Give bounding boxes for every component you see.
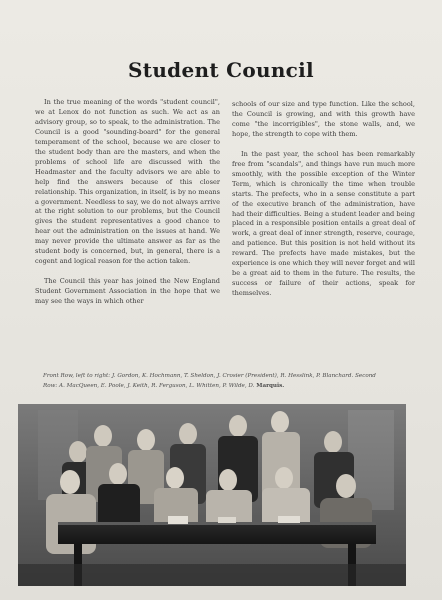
paragraph: In the past year, the school has been remarkably free from "scandals", and things have run much more smoothly, with the possible exception of the Winter Term, which is chronically the time when trouble starts. The prefects, who in a sense constitute a part of the executive branch of the administration, have had their difficulties. Being a student leader and being placed in a responsible position entails a great deal of work, a great deal of inner strength, reserve, courage, and patience. But this position is not held without its reward. The prefects have made mistakes, but the experience is one which they will never forget and will be a great aid to them in the future. The results, the success or failure of their actions, speak for themselves. xyxy=(232,149,415,298)
paragraph: In the true meaning of the words "student council", we at Lenox do not function as such. We act as an advisory group, so to speak, to the administration. The Council is a good "sounding-board" for the general temperament of the school, because we are closer to the student body than are the masters, and when the problems of school life are discussed with the Headmaster and the faculty advisors we are able to help find the answers because of this closer relationship. This organization, in itself, is by no means a government. Needless to say, we do not always arrive at the right solution to our problems, but the Council gives the student representatives a good chance to hear out the administration on the issues at hand. We may never provide the ultimate answer as far as the student body is concerned, but, in general, there is a cogent and logical reason for the action taken. xyxy=(35,98,220,266)
left-text-column xyxy=(35,98,220,317)
page-title: Student Council xyxy=(128,58,314,82)
photo-caption xyxy=(43,372,383,391)
caption-last: Marquis. xyxy=(256,382,285,389)
right-text-column xyxy=(232,100,415,309)
paragraph: The Council this year has joined the New England Student Government Association in the hope that we may see the ways in which other xyxy=(35,277,220,306)
paragraph: schools of our size and type function. Like the school, the Council is growing, and with this growth have come "the incorrigibles", the stone walls, and, we hope, the strength to cope with them. xyxy=(232,100,415,138)
group-photo-image xyxy=(18,404,406,586)
group-photo xyxy=(18,404,406,586)
caption-text: Front Row, left to right: J. Gordon, K. Hochmann, T. Sheldon, J. Crosier (President), R. Hesslink, P. Blanchard. Second Row: A. MacQueen, E. Poole, J. Keith, R. Ferguson, L. Whitten, P. Wilde, D. xyxy=(43,373,376,389)
